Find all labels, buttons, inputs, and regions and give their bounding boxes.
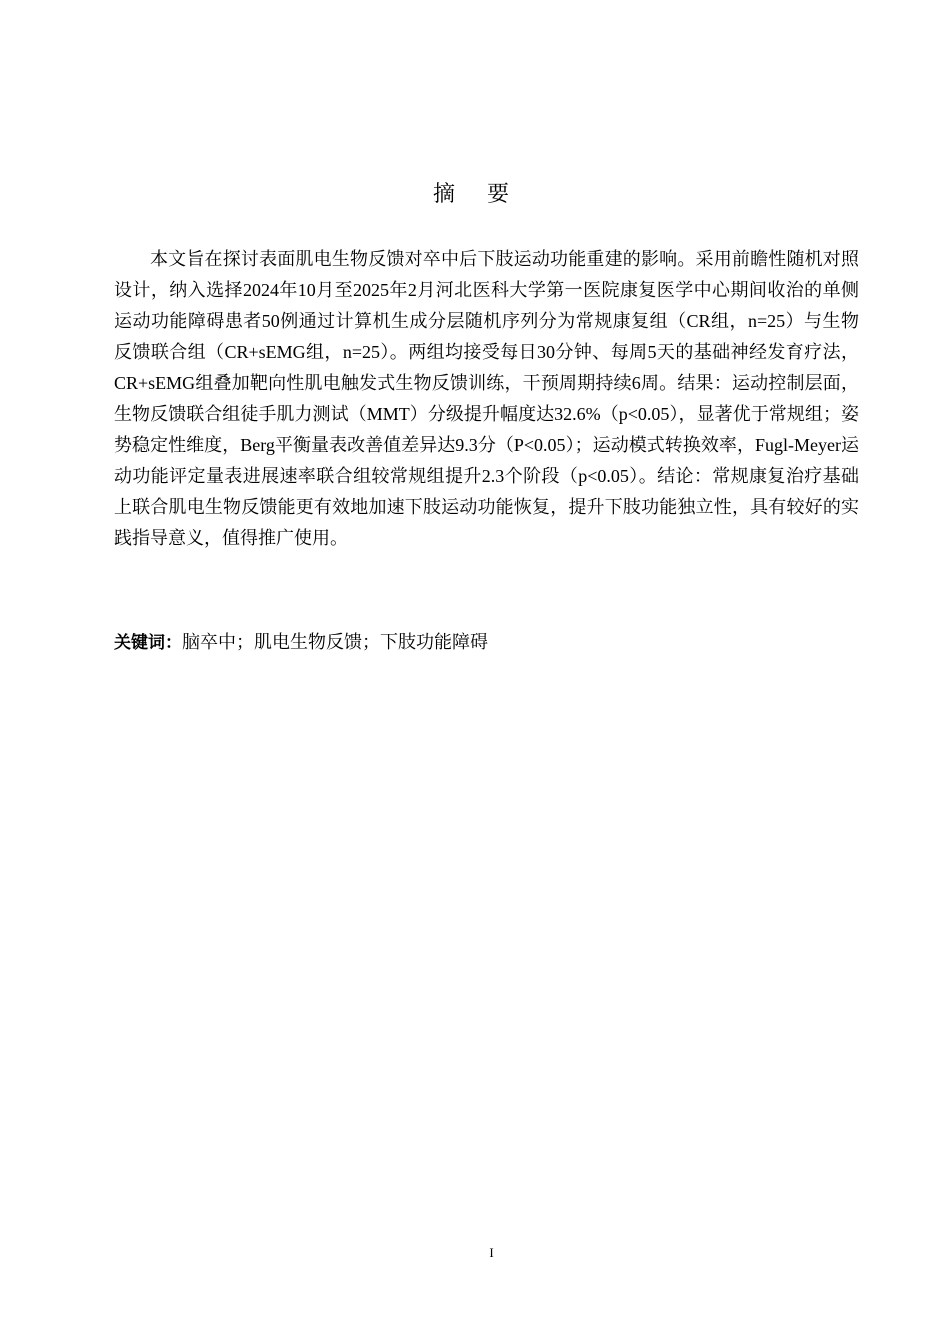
- page-title: 摘要: [432, 182, 541, 207]
- keywords-line: [114, 627, 859, 659]
- abstract-paragraph: 本文旨在探讨表面肌电生物反馈对卒中后下肢运动功能重建的影响。采用前瞻性随机对照设计，纳入选择2024年10月至2025年2月河北医科大学第一医院康复医学中心期间收治的单侧运动功能障碍患者50例通过计算机生成分层随机序列分为常规康复组（CR组，n=25）与生物反馈联合组（CR+sEMG组，n=25）。两组均接受每日30分钟、每周5天的基础神经发育疗法，CR+sEMG组叠加靶向性肌电触发式生物反馈训练，干预周期持续6周。结果：运动控制层面，生物反馈联合组徒手肌力测试（MMT）分级提升幅度达32.6%（p<0.05），显著优于常规组；姿势稳定性维度，Berg平衡量表改善值差异达9.3分（P<0.05）；运动模式转换效率，Fugl-Meyer运动功能评定量表进展速率联合组较常规组提升2.3个阶段（p<0.05）。结论：常规康复治疗基础上联合肌电生物反馈能更有效地加速下肢运动功能恢复，提升下肢功能独立性，具有较好的实践指导意义，值得推广使用。: [114, 249, 859, 548]
- page-number: I: [489, 1245, 494, 1260]
- keywords-text: 脑卒中；肌电生物反馈；下肢功能障碍: [182, 632, 488, 652]
- keywords-label: 关键词：: [114, 633, 182, 653]
